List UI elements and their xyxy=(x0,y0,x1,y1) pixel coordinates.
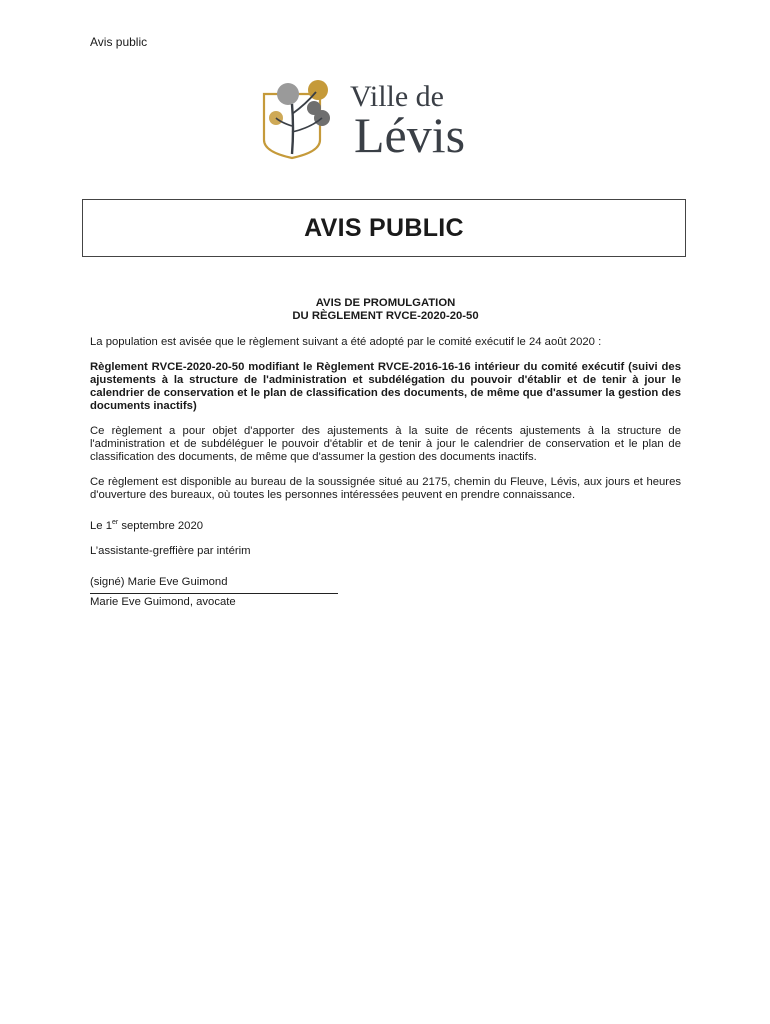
subtitle-line1: AVIS DE PROMULGATION xyxy=(315,297,456,309)
purpose-paragraph: Ce règlement a pour objet d'apporter des ajustements à la suite de récents ajustements à la structure de l'administration et de subdéléguer le pouvoir d'établir et de tenir à jour le calendrier de conservation et le plan de classification des documents, de même que d'assumer la gestion des documents inactifs. xyxy=(90,425,681,463)
signature-line xyxy=(90,593,338,594)
crest-icon xyxy=(264,80,330,158)
subtitle xyxy=(90,297,681,323)
regulation-title: Règlement RVCE-2020-20-50 modifiant le Règlement RVCE-2016-16-16 intérieur du comité exécutif (suivi des ajustements à la structure de l'administration et subdélégation du pouvoir d'établir et de tenir à jour le calendrier de conservation et le plan de classification des documents, de même que d'assumer la gestion des documents inactifs) xyxy=(90,361,681,412)
title-box xyxy=(82,199,686,257)
notice-body xyxy=(90,297,681,621)
availability-paragraph: Ce règlement est disponible au bureau de la soussignée situé au 2175, chemin du Fleuve, Lévis, aux jours et heures d'ouverture des bureaux, où toutes les personnes intéressées peuvent en prendre connaissance. xyxy=(90,476,681,501)
date-suffix: septembre 2020 xyxy=(118,520,204,532)
subtitle-line2: DU RÈGLEMENT RVCE-2020-20-50 xyxy=(292,310,479,322)
signatory-role: L’assistante-greffière par intérim xyxy=(90,545,251,557)
page-title: AVIS PUBLIC xyxy=(304,213,464,242)
logo-line1: Ville de xyxy=(350,80,444,113)
header-label: Avis public xyxy=(90,35,148,49)
logo-line2: Lévis xyxy=(354,107,466,160)
date-prefix: Le 1 xyxy=(90,520,112,532)
signed-line: (signé) Marie Eve Guimond xyxy=(90,576,228,588)
signature-name: Marie Eve Guimond, avocate xyxy=(90,596,236,608)
date-line xyxy=(90,520,681,533)
date-sup: er xyxy=(112,519,119,527)
ville-de-levis-logo xyxy=(258,74,518,160)
intro-paragraph: La population est avisée que le règlement suivant a été adopté par le comité exécutif le 24 août 2020 : xyxy=(90,336,602,348)
